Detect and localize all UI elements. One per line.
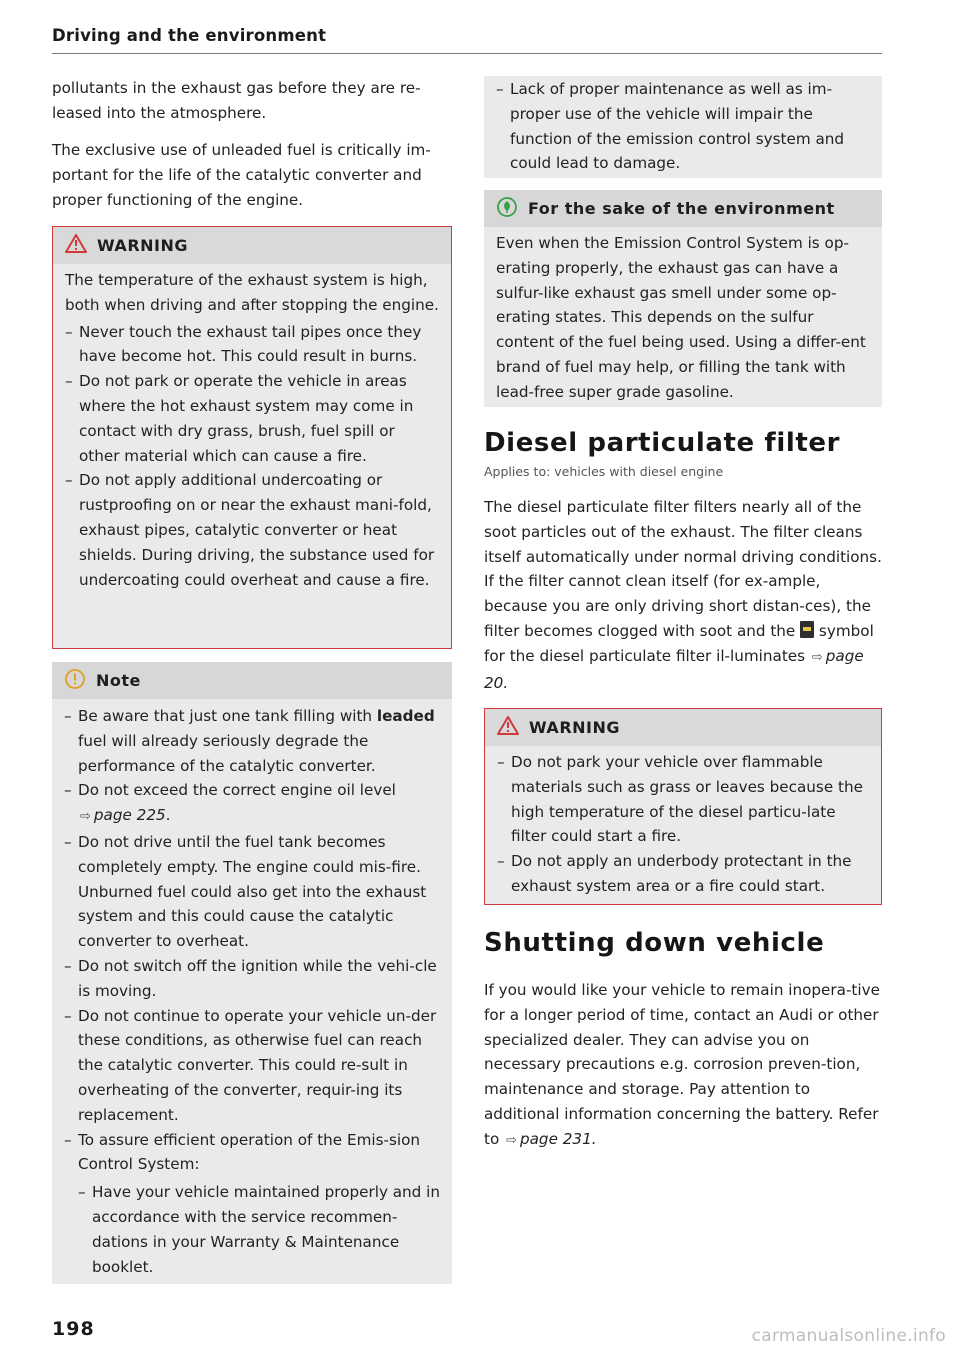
diesel-filter-icon xyxy=(800,621,814,638)
warning-box-dpf xyxy=(484,708,882,905)
note-item: – Do not continue to operate your vehicle un-der these conditions, as otherwise fuel can reach the catalytic converter. This could re-sult in overheating of the converter, requir-ing its replacement. xyxy=(64,1004,440,1128)
warning-text: The temperature of the exhaust system is high, both when driving and after stopping the engine. xyxy=(65,271,439,314)
arrow-right-icon: ⇨ xyxy=(811,649,823,665)
note-item: – To assure efficient operation of the Emis-sion Control System: – Have your vehicle maintained properly and in accordance with the service recommen-dations in your Warranty & Maintenance booklet. xyxy=(64,1128,440,1280)
info-circle-icon xyxy=(64,668,86,694)
page-reference[interactable]: page 225 xyxy=(93,806,166,825)
arrow-right-icon: ⇨ xyxy=(80,809,91,825)
warning-item: – Never touch the exhaust tail pipes once they have become hot. This could result in burns. xyxy=(65,320,439,370)
environment-box xyxy=(484,190,882,407)
warning-header xyxy=(485,709,881,746)
warning-item: – Do not park your vehicle over flammable materials such as grass or leaves because the high temperature of the diesel particu-late filter could start a fire. xyxy=(497,750,869,849)
note-subitem: – Have your vehicle maintained properly and in accordance with the service recommen-dations in your Warranty & Maintenance booklet. xyxy=(78,1180,440,1279)
applies-to: Applies to: vehicles with diesel engine xyxy=(484,464,724,479)
note-item: – Lack of proper maintenance as well as im-proper use of the vehicle will impair the function of the emission control system and could lead to damage. xyxy=(496,77,870,176)
section-title-dpf: Diesel particulate filter xyxy=(484,428,841,458)
warning-label: WARNING xyxy=(529,718,620,737)
warning-label: WARNING xyxy=(97,236,188,255)
warning-item: – Do not apply an underbody protectant in the exhaust system area or a fire could start. xyxy=(497,849,869,899)
page-number: 198 xyxy=(52,1318,95,1340)
dpf-paragraph: The diesel particulate filter filters nearly all of the soot particles out of the exhaust. The filter cleans itself automatically under normal driving conditions. If the filter cannot clean itself (for ex-ample, because you are only driving short distan-ces), the filter becomes clogged with soot and the symbol for the diesel particulate filter il-luminates ⇨ page 20. xyxy=(484,498,882,692)
page-header xyxy=(52,26,882,54)
warning-triangle-icon xyxy=(65,234,87,257)
page-reference[interactable]: page 20. xyxy=(484,646,864,692)
warning-triangle-icon xyxy=(497,716,519,739)
intro-paragraph-2: The exclusive use of unleaded fuel is critically im-portant for the life of the catalytic converter and proper functioning of the engine. xyxy=(52,141,431,209)
note-item: – Do not exceed the correct engine oil level ⇨ page 225. xyxy=(64,778,440,830)
note-item: – Be aware that just one tank filling with leaded fuel will already seriously degrade the performance of the catalytic converter. xyxy=(64,704,440,778)
note-header xyxy=(52,662,452,699)
section-title-shutdown: Shutting down vehicle xyxy=(484,928,825,958)
note-label: Note xyxy=(96,671,141,690)
arrow-right-icon: ⇨ xyxy=(506,1132,517,1148)
shutdown-section xyxy=(484,928,882,1154)
environment-label: For the sake of the environment xyxy=(528,199,835,218)
note-continuation-box xyxy=(484,76,882,178)
environment-text: Even when the Emission Control System is op-erating properly, the exhaust gas can have a sulfur-like exhaust gas smell under some op-erating states. This depends on the sulfur content of the fuel being used. Using a differ-ent brand of fuel may help, or filling the tank with lead-free super grade gasoline. xyxy=(496,234,866,401)
warning-header xyxy=(53,227,451,264)
warning-box-exhaust xyxy=(52,226,452,649)
note-box xyxy=(52,662,452,1284)
intro-paragraph-1: pollutants in the exhaust gas before they are re-leased into the atmosphere. xyxy=(52,79,421,122)
warning-item: – Do not apply additional undercoating or rustproofing on or near the exhaust mani-fold, exhaust pipes, catalytic converter or heat shields. During driving, the substance used for undercoating could overheat and cause a fire. xyxy=(65,468,439,592)
note-item: – Do not switch off the ignition while the vehi-cle is moving. xyxy=(64,954,440,1004)
chapter-title: Driving and the environment xyxy=(52,26,327,45)
shutdown-paragraph: If you would like your vehicle to remain inopera-tive for a longer period of time, contact an Audi or other specialized dealer. They can advise you on necessary precautions e.g. corrosion preven-tion, maintenance and storage. Pay attention to additional information concerning the battery. Refer to ⇨ page 231. xyxy=(484,981,880,1148)
page-reference[interactable]: page 231. xyxy=(519,1129,597,1148)
warning-item: – Do not park or operate the vehicle in areas where the hot exhaust system may come in contact with dry grass, brush, fuel spill or other material which can cause a fire. xyxy=(65,369,439,468)
watermark: carmanualsonline.info xyxy=(751,1326,946,1346)
dpf-section xyxy=(484,428,882,695)
leaf-circle-icon xyxy=(496,196,518,222)
note-item: – Do not drive until the fuel tank becomes completely empty. The engine could mis-fire. Unburned fuel could also get into the exhaust system and this could cause the catalytic converter to overheat. xyxy=(64,830,440,954)
environment-header xyxy=(484,190,882,227)
